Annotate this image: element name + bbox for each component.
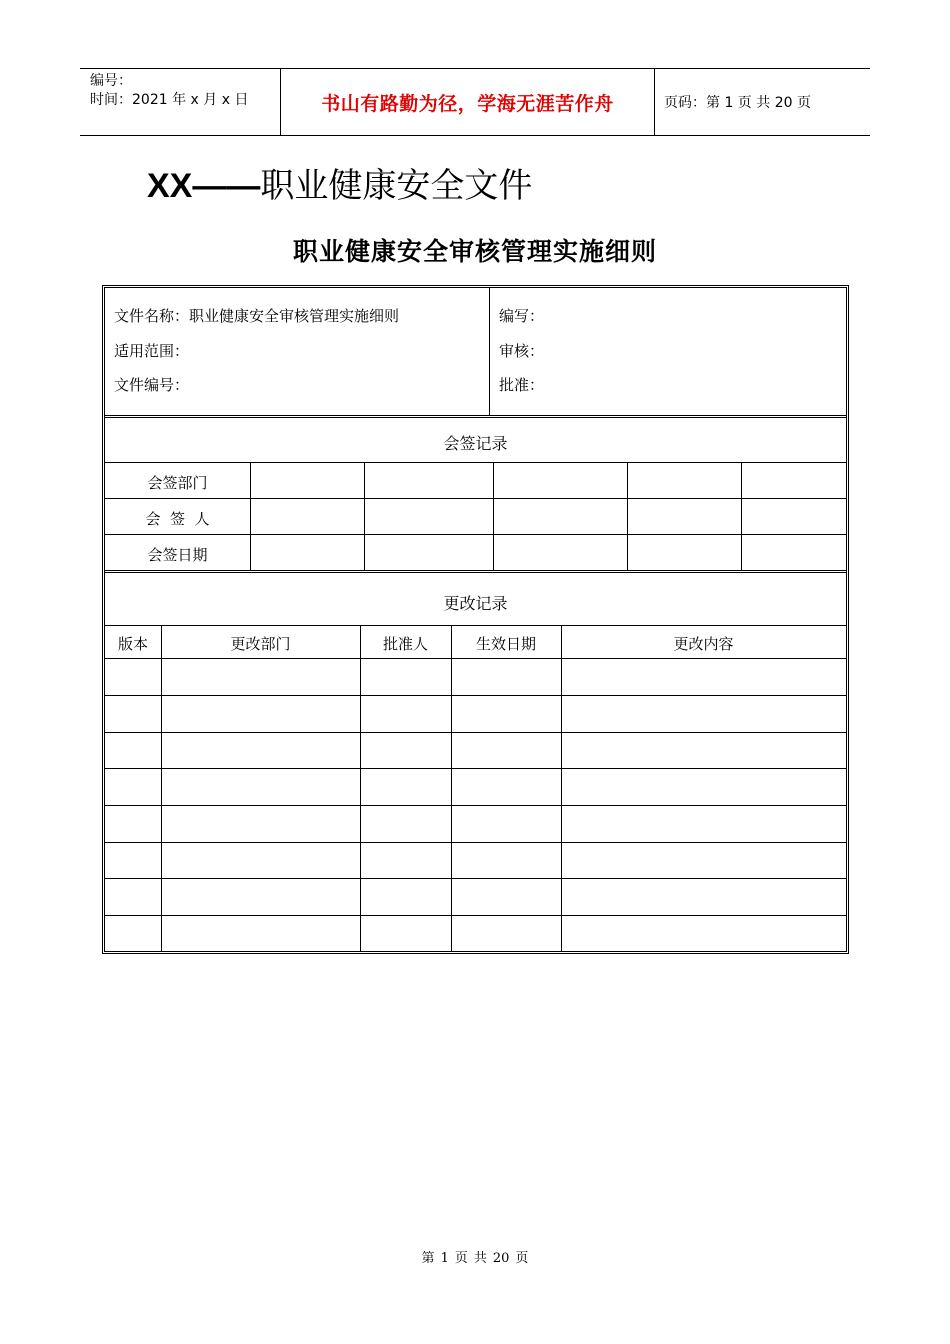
col-approver: 批准人	[382, 635, 428, 653]
changes-row-rule-1	[105, 695, 846, 696]
header-number: 编号：	[90, 73, 132, 89]
col-department: 更改部门	[230, 635, 291, 653]
changes-row-rule-3	[105, 768, 846, 769]
info-bottom-rule	[105, 415, 846, 418]
footer-ye-2: 页	[515, 1251, 529, 1266]
changes-col-4	[561, 625, 562, 951]
changes-row-rule-4	[105, 805, 846, 806]
changes-heading: 更改记录	[443, 594, 508, 613]
col-content: 更改内容	[673, 635, 734, 653]
signoff-rule-3	[105, 534, 846, 535]
signoff-row-date: 会签日期	[147, 546, 208, 564]
company-title-prefix: XX——	[147, 167, 261, 205]
signoff-row-department: 会签部门	[147, 474, 208, 492]
changes-col-2	[360, 625, 361, 951]
changes-row-rule-2	[105, 732, 846, 733]
signoff-bottom-rule	[105, 570, 846, 573]
changes-header-top	[105, 625, 846, 626]
footer-di: 第	[421, 1251, 435, 1266]
control-form	[102, 285, 849, 954]
footer-ye: 页	[454, 1251, 468, 1266]
document-header	[80, 68, 870, 136]
approver-label: 批准：	[499, 376, 545, 394]
page-footer	[0, 1247, 950, 1266]
signoff-heading: 会签记录	[443, 434, 508, 453]
col-effective-date: 生效日期	[475, 635, 536, 653]
signoff-row-signer: 会 签 人	[145, 510, 210, 528]
compiler-label: 编写：	[499, 307, 545, 325]
reviewer-label: 审核：	[499, 342, 545, 360]
company-title-rest: 职业健康安全文件	[260, 166, 533, 206]
header-slogan: 书山有路勤为径，学海无涯苦作舟	[281, 69, 655, 135]
signoff-col-5	[741, 462, 742, 570]
changes-row-rule-5	[105, 842, 846, 843]
footer-total-pages: 20	[492, 1251, 510, 1266]
footer-gong: 共	[473, 1251, 487, 1266]
changes-row-rule-6	[105, 878, 846, 879]
col-version: 版本	[117, 635, 148, 653]
scope-label: 适用范围：	[114, 342, 190, 360]
header-time: 时间：2021 年 x 月 x 日	[90, 92, 249, 108]
company-title	[147, 158, 532, 207]
signoff-rule-2	[105, 498, 846, 499]
changes-header-bottom	[105, 658, 846, 659]
header-page: 页码：第 1 页 共 20 页	[664, 95, 811, 111]
footer-page-number: 1	[440, 1251, 449, 1266]
changes-row-rule-7	[105, 915, 846, 916]
file-name-label: 文件名称：职业健康安全审核管理实施细则	[114, 307, 400, 325]
changes-col-1	[161, 625, 162, 951]
document-subtitle: 职业健康安全审核管理实施细则	[292, 237, 657, 266]
signoff-col-4	[627, 462, 628, 570]
info-divider	[489, 288, 490, 415]
signoff-col-1	[250, 462, 251, 570]
changes-col-3	[451, 625, 452, 951]
header-meta	[80, 69, 281, 135]
signoff-col-3	[493, 462, 494, 570]
signoff-col-2	[364, 462, 365, 570]
file-number-label: 文件编号：	[114, 376, 190, 394]
signoff-rule-1	[105, 462, 846, 463]
